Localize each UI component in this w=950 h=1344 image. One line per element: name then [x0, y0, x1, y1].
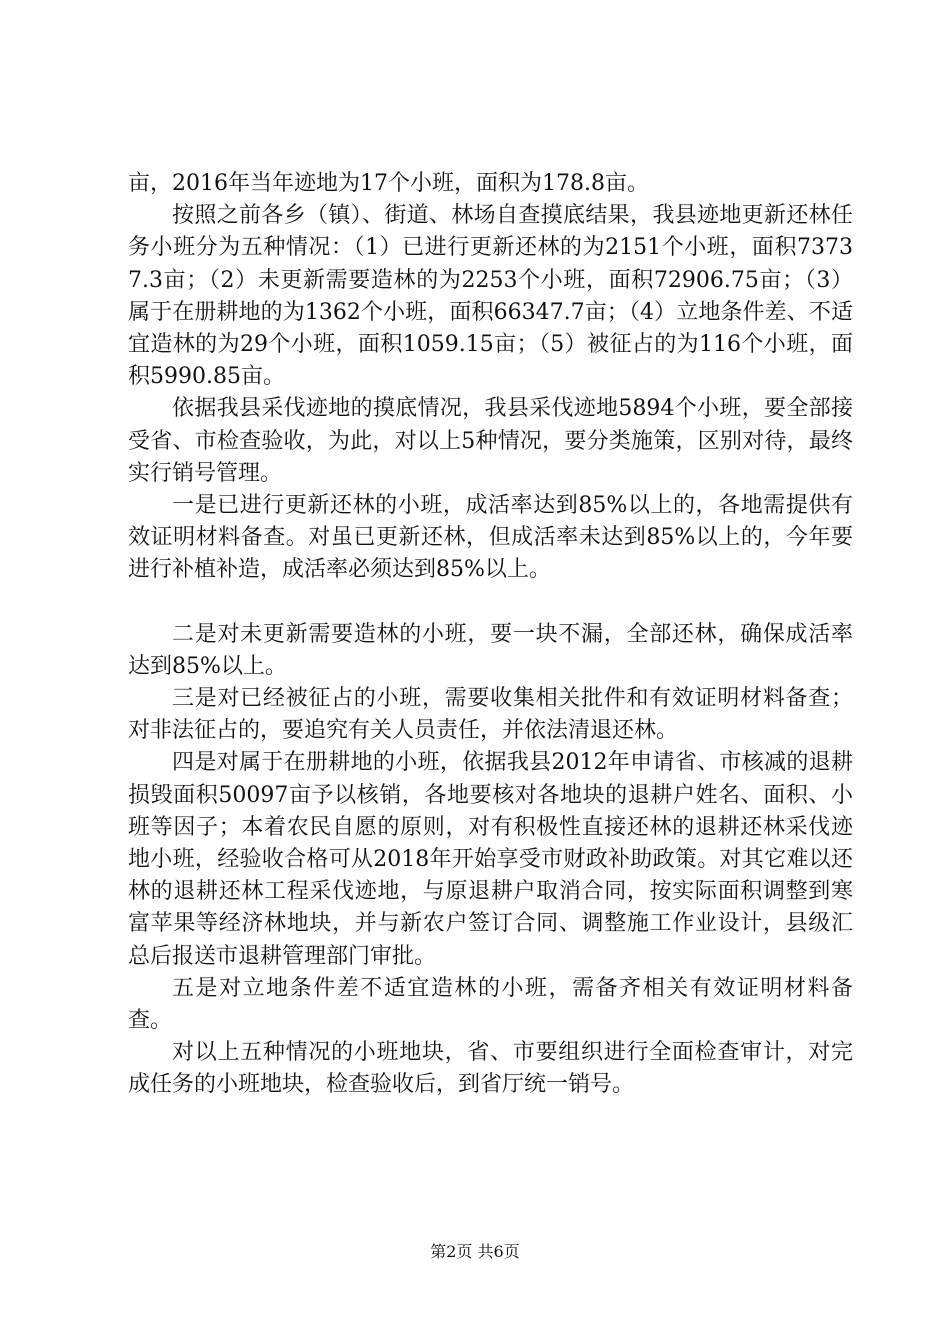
page-number-footer: 第2页 共6页 [430, 1242, 520, 1261]
paragraph-item-one: 一是已进行更新还林的小班，成活率达到85%以上的，各地需提供有效证明材料备查。对虽已更新还林，但成活率未达到85%以上的，今年要进行补植补造，成活率必须达到85%以上。 [128, 493, 853, 583]
paragraph-survey-basis: 依据我县采伐迹地的摸底情况，我县采伐迹地5894个小班，要全部接受省、市检查验收，为此，对以上5种情况，要分类施策，区别对待，最终实行销号管理。 [128, 396, 853, 486]
paragraph-continuation: 亩，2016年当年迹地为17个小班，面积为178.8亩。 [128, 171, 649, 196]
paragraph-item-five: 五是对立地条件差不适宜造林的小班，需备齐相关有效证明材料备查。 [128, 975, 853, 1034]
paragraph-conclusion: 对以上五种情况的小班地块，省、市要组织进行全面检查审计，对完成任务的小班地块，检查验收后，到省厅统一销号。 [128, 1040, 853, 1098]
paragraph-item-four: 四是对属于在册耕地的小班，依据我县2012年申请省、市核减的退耕损毁面积50097亩予以核销，各地要核对各地块的退耕户姓名、面积、小班等因子；本着农民自愿的原则，对有积极性直接还林的退耕还林采伐迹地小班，经验收合格可从2018年开始享受市财政补助政策。对其它难以还林的退耕还林工程采伐迹地，与原退耕户取消合同，按实际面积调整到寒富苹果等经济林地块，并与新农户签订合同、调整施工作业设计，县级汇总后报送市退耕管理部门审批。 [128, 750, 853, 969]
paragraph-five-situations: 按照之前各乡（镇）、街道、林场自查摸底结果，我县迹地更新还林任务小班分为五种情况：（1）已进行更新还林的为2151个小班，面积73737.3亩；（2）未更新需要造林的为2253个小班，面积72906.75亩；（3）属于在册耕地的为1362个小班，面积66347.7亩；（4）立地条件差、不适宜造林的为29个小班，面积1059.15亩；（5）被征占的为116个小班，面积5990.85亩。 [128, 203, 853, 390]
paragraph-item-three: 三是对已经被征占的小班，需要收集相关批件和有效证明材料备查；对非法征占的，要追究有关人员责任，并依法清退还林。 [128, 686, 853, 744]
document-body [128, 168, 853, 1102]
paragraph-item-two: 二是对未更新需要造林的小班，要一块不漏，全部还林，确保成活率达到85%以上。 [128, 621, 853, 679]
